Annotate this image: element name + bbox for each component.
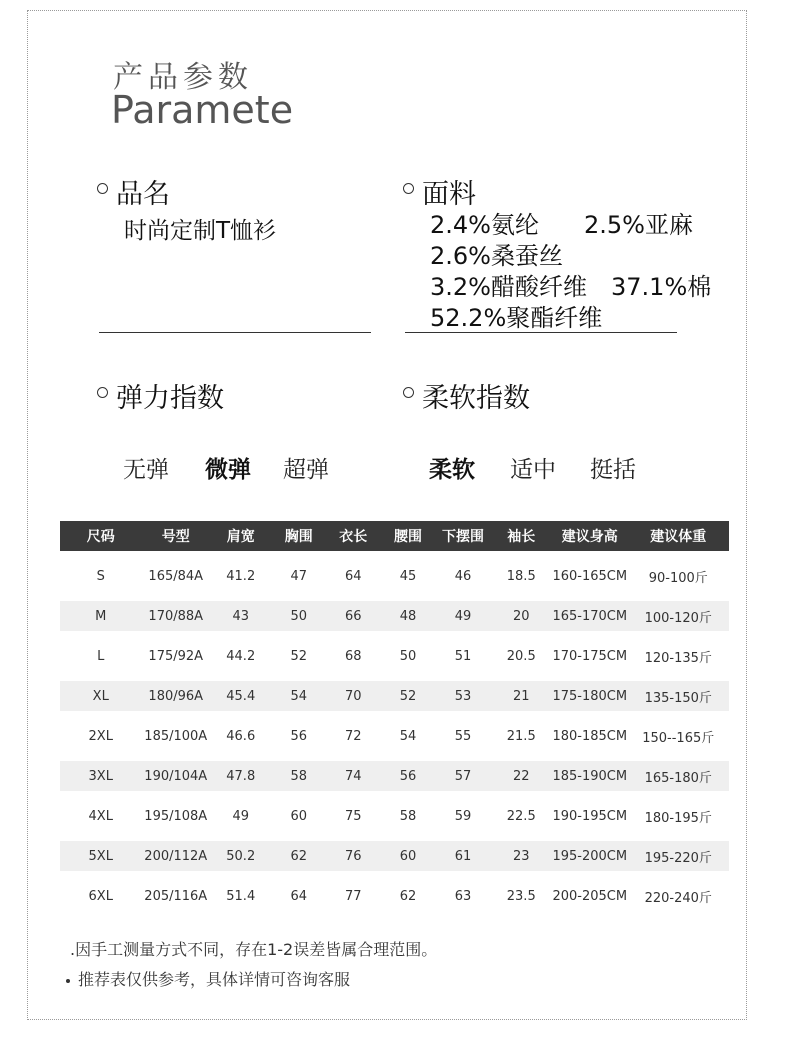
table-cell: 100-120斤 xyxy=(644,610,712,626)
elasticity-label: 弹力指数 xyxy=(116,383,224,414)
header-cell: 尺码 xyxy=(86,529,115,545)
table-cell: 3XL xyxy=(88,768,113,784)
softness-heading xyxy=(403,376,530,415)
product-name-heading xyxy=(97,172,170,211)
table-cell: 66 xyxy=(344,608,362,624)
table-cell: 53 xyxy=(454,688,472,704)
table-cell: 180-195斤 xyxy=(644,810,712,826)
table-cell: 59 xyxy=(454,808,472,824)
header-cell: 下摆围 xyxy=(442,529,484,545)
table-cell: 60 xyxy=(399,848,417,864)
circle-bullet-icon xyxy=(97,387,108,398)
table-cell: 22 xyxy=(512,768,530,784)
table-cell: L xyxy=(97,648,105,664)
table-cell: 43 xyxy=(232,608,250,624)
header-cell: 建议身高 xyxy=(561,529,618,545)
table-cell: 200/112A xyxy=(144,848,208,864)
table-cell: 58 xyxy=(399,808,417,824)
table-cell: 165-170CM xyxy=(552,608,628,624)
table-row xyxy=(60,761,729,791)
table-cell: 57 xyxy=(454,768,472,784)
table-cell: S xyxy=(96,568,105,584)
table-cell: 48 xyxy=(399,608,417,624)
fabric-item: 2.6%桑蚕丝 xyxy=(430,242,563,270)
table-cell: 51.4 xyxy=(226,888,256,904)
fabric-item: 37.1%棉 xyxy=(611,273,712,301)
table-cell: 75 xyxy=(344,808,362,824)
header-cell: 衣长 xyxy=(339,529,368,545)
table-cell: 23.5 xyxy=(506,888,536,904)
softness-label: 柔软指数 xyxy=(422,383,530,414)
table-cell: 62 xyxy=(290,848,308,864)
table-cell: 47.8 xyxy=(226,768,256,784)
fabric-line xyxy=(430,272,711,303)
table-cell: 44.2 xyxy=(226,648,256,664)
table-cell: 76 xyxy=(344,848,362,864)
table-cell: 50 xyxy=(399,648,417,664)
table-cell: 190/104A xyxy=(144,768,208,784)
table-cell: 50.2 xyxy=(226,848,256,864)
table-cell: 55 xyxy=(454,728,472,744)
table-row xyxy=(60,721,729,751)
softness-option-soft: 柔软 xyxy=(429,457,475,483)
table-cell: 160-165CM xyxy=(552,568,628,584)
elasticity-options xyxy=(123,451,329,484)
measurement-note: .因手工测量方式不同，存在1-2误差皆属合理范围。 xyxy=(70,940,438,959)
table-cell: 54 xyxy=(290,688,308,704)
page-title-cn: 产品参数 xyxy=(113,60,253,95)
table-cell: 170-175CM xyxy=(552,648,628,664)
softness-option-stiff: 挺括 xyxy=(590,457,636,483)
fabric-line xyxy=(430,241,711,272)
table-cell: 120-135斤 xyxy=(644,650,712,666)
fabric-line xyxy=(430,303,711,334)
table-cell: 20.5 xyxy=(506,648,536,664)
elasticity-option-none: 无弹 xyxy=(123,457,169,483)
table-cell: 54 xyxy=(399,728,417,744)
fabric-item: 2.5%亚麻 xyxy=(584,211,693,239)
softness-option-medium: 适中 xyxy=(510,457,556,483)
table-cell: 61 xyxy=(454,848,472,864)
table-cell: 205/116A xyxy=(144,888,208,904)
reference-note-text: 推荐表仅供参考，具体详情可咨询客服 xyxy=(78,970,351,989)
table-cell: 190-195CM xyxy=(552,808,628,824)
table-cell: 195-220斤 xyxy=(644,850,712,866)
table-cell: 4XL xyxy=(88,808,113,824)
elasticity-option-super: 超弹 xyxy=(283,457,329,483)
fabric-heading xyxy=(403,172,476,211)
fabric-item: 52.2%聚酯纤维 xyxy=(430,304,603,332)
table-cell: 63 xyxy=(454,888,472,904)
table-cell: 90-100斤 xyxy=(648,570,708,586)
fabric-line xyxy=(430,210,711,241)
table-cell: 165/84A xyxy=(148,568,204,584)
header-cell: 建议体重 xyxy=(650,529,707,545)
table-row xyxy=(60,881,729,911)
table-cell: 77 xyxy=(344,888,362,904)
header-cell: 号型 xyxy=(161,529,190,545)
table-cell: 22.5 xyxy=(506,808,536,824)
table-cell: 170/88A xyxy=(148,608,204,624)
table-cell: 64 xyxy=(344,568,362,584)
table-cell: 20 xyxy=(512,608,530,624)
table-cell: 150--165斤 xyxy=(642,730,715,746)
table-cell: 51 xyxy=(454,648,472,664)
table-cell: 50 xyxy=(290,608,308,624)
table-cell: 23 xyxy=(512,848,530,864)
table-cell: 175/92A xyxy=(148,648,204,664)
table-cell: 52 xyxy=(399,688,417,704)
table-cell: 70 xyxy=(344,688,362,704)
elasticity-option-slight: 微弹 xyxy=(205,457,251,483)
table-header xyxy=(60,521,729,551)
size-table xyxy=(60,521,729,911)
table-cell: 220-240斤 xyxy=(644,890,712,906)
header-cell: 胸围 xyxy=(284,529,313,545)
header-cell: 袖长 xyxy=(507,529,536,545)
table-row xyxy=(60,561,729,591)
table-row xyxy=(60,641,729,671)
table-cell: 52 xyxy=(290,648,308,664)
table-cell: 49 xyxy=(454,608,472,624)
circle-bullet-icon xyxy=(97,183,108,194)
divider xyxy=(99,332,371,333)
header-cell: 肩宽 xyxy=(226,529,255,545)
table-cell: 185/100A xyxy=(144,728,208,744)
table-cell: 200-205CM xyxy=(552,888,628,904)
table-cell: 74 xyxy=(344,768,362,784)
circle-bullet-icon xyxy=(403,183,414,194)
table-row xyxy=(60,841,729,871)
table-cell: XL xyxy=(92,688,109,704)
fabric-composition xyxy=(430,210,711,334)
product-name-label: 品名 xyxy=(116,179,170,210)
table-cell: 185-190CM xyxy=(552,768,628,784)
softness-options xyxy=(429,451,636,484)
table-cell: 165-180斤 xyxy=(644,770,712,786)
table-cell: 195-200CM xyxy=(552,848,628,864)
table-cell: 68 xyxy=(344,648,362,664)
fabric-item: 2.4%氨纶 xyxy=(430,211,539,239)
table-cell: 195/108A xyxy=(144,808,208,824)
table-cell: 2XL xyxy=(88,728,113,744)
table-cell: 46 xyxy=(454,568,472,584)
table-cell: 21.5 xyxy=(506,728,536,744)
table-row xyxy=(60,681,729,711)
table-cell: 175-180CM xyxy=(552,688,628,704)
table-cell: 18.5 xyxy=(506,568,536,584)
table-cell: 49 xyxy=(232,808,250,824)
table-row xyxy=(60,801,729,831)
table-cell: 58 xyxy=(290,768,308,784)
table-cell: 41.2 xyxy=(226,568,256,584)
table-cell: 21 xyxy=(512,688,530,704)
divider xyxy=(405,332,677,333)
fabric-item: 3.2%醋酸纤维 xyxy=(430,273,587,301)
table-cell: 72 xyxy=(344,728,362,744)
table-cell: 47 xyxy=(290,568,308,584)
reference-note xyxy=(66,967,350,990)
table-cell: 46.6 xyxy=(226,728,256,744)
table-cell: 60 xyxy=(290,808,308,824)
bullet-dot-icon xyxy=(66,979,70,983)
table-cell: 45 xyxy=(399,568,417,584)
table-row xyxy=(60,601,729,631)
table-cell: 64 xyxy=(290,888,308,904)
table-cell: 6XL xyxy=(88,888,113,904)
circle-bullet-icon xyxy=(403,387,414,398)
page-title-en: Paramete xyxy=(111,88,294,132)
table-cell: 5XL xyxy=(88,848,113,864)
table-cell: 56 xyxy=(399,768,417,784)
table-cell: 56 xyxy=(290,728,308,744)
fabric-label: 面料 xyxy=(422,179,476,210)
table-cell: 180/96A xyxy=(148,688,204,704)
product-name-value: 时尚定制T恤衫 xyxy=(124,218,277,244)
table-cell: 180-185CM xyxy=(552,728,628,744)
table-cell: M xyxy=(95,608,107,624)
table-cell: 62 xyxy=(399,888,417,904)
header-cell: 腰围 xyxy=(394,529,422,545)
table-body xyxy=(60,561,729,911)
table-cell: 45.4 xyxy=(226,688,256,704)
elasticity-heading xyxy=(97,376,224,415)
table-cell: 135-150斤 xyxy=(644,690,712,706)
